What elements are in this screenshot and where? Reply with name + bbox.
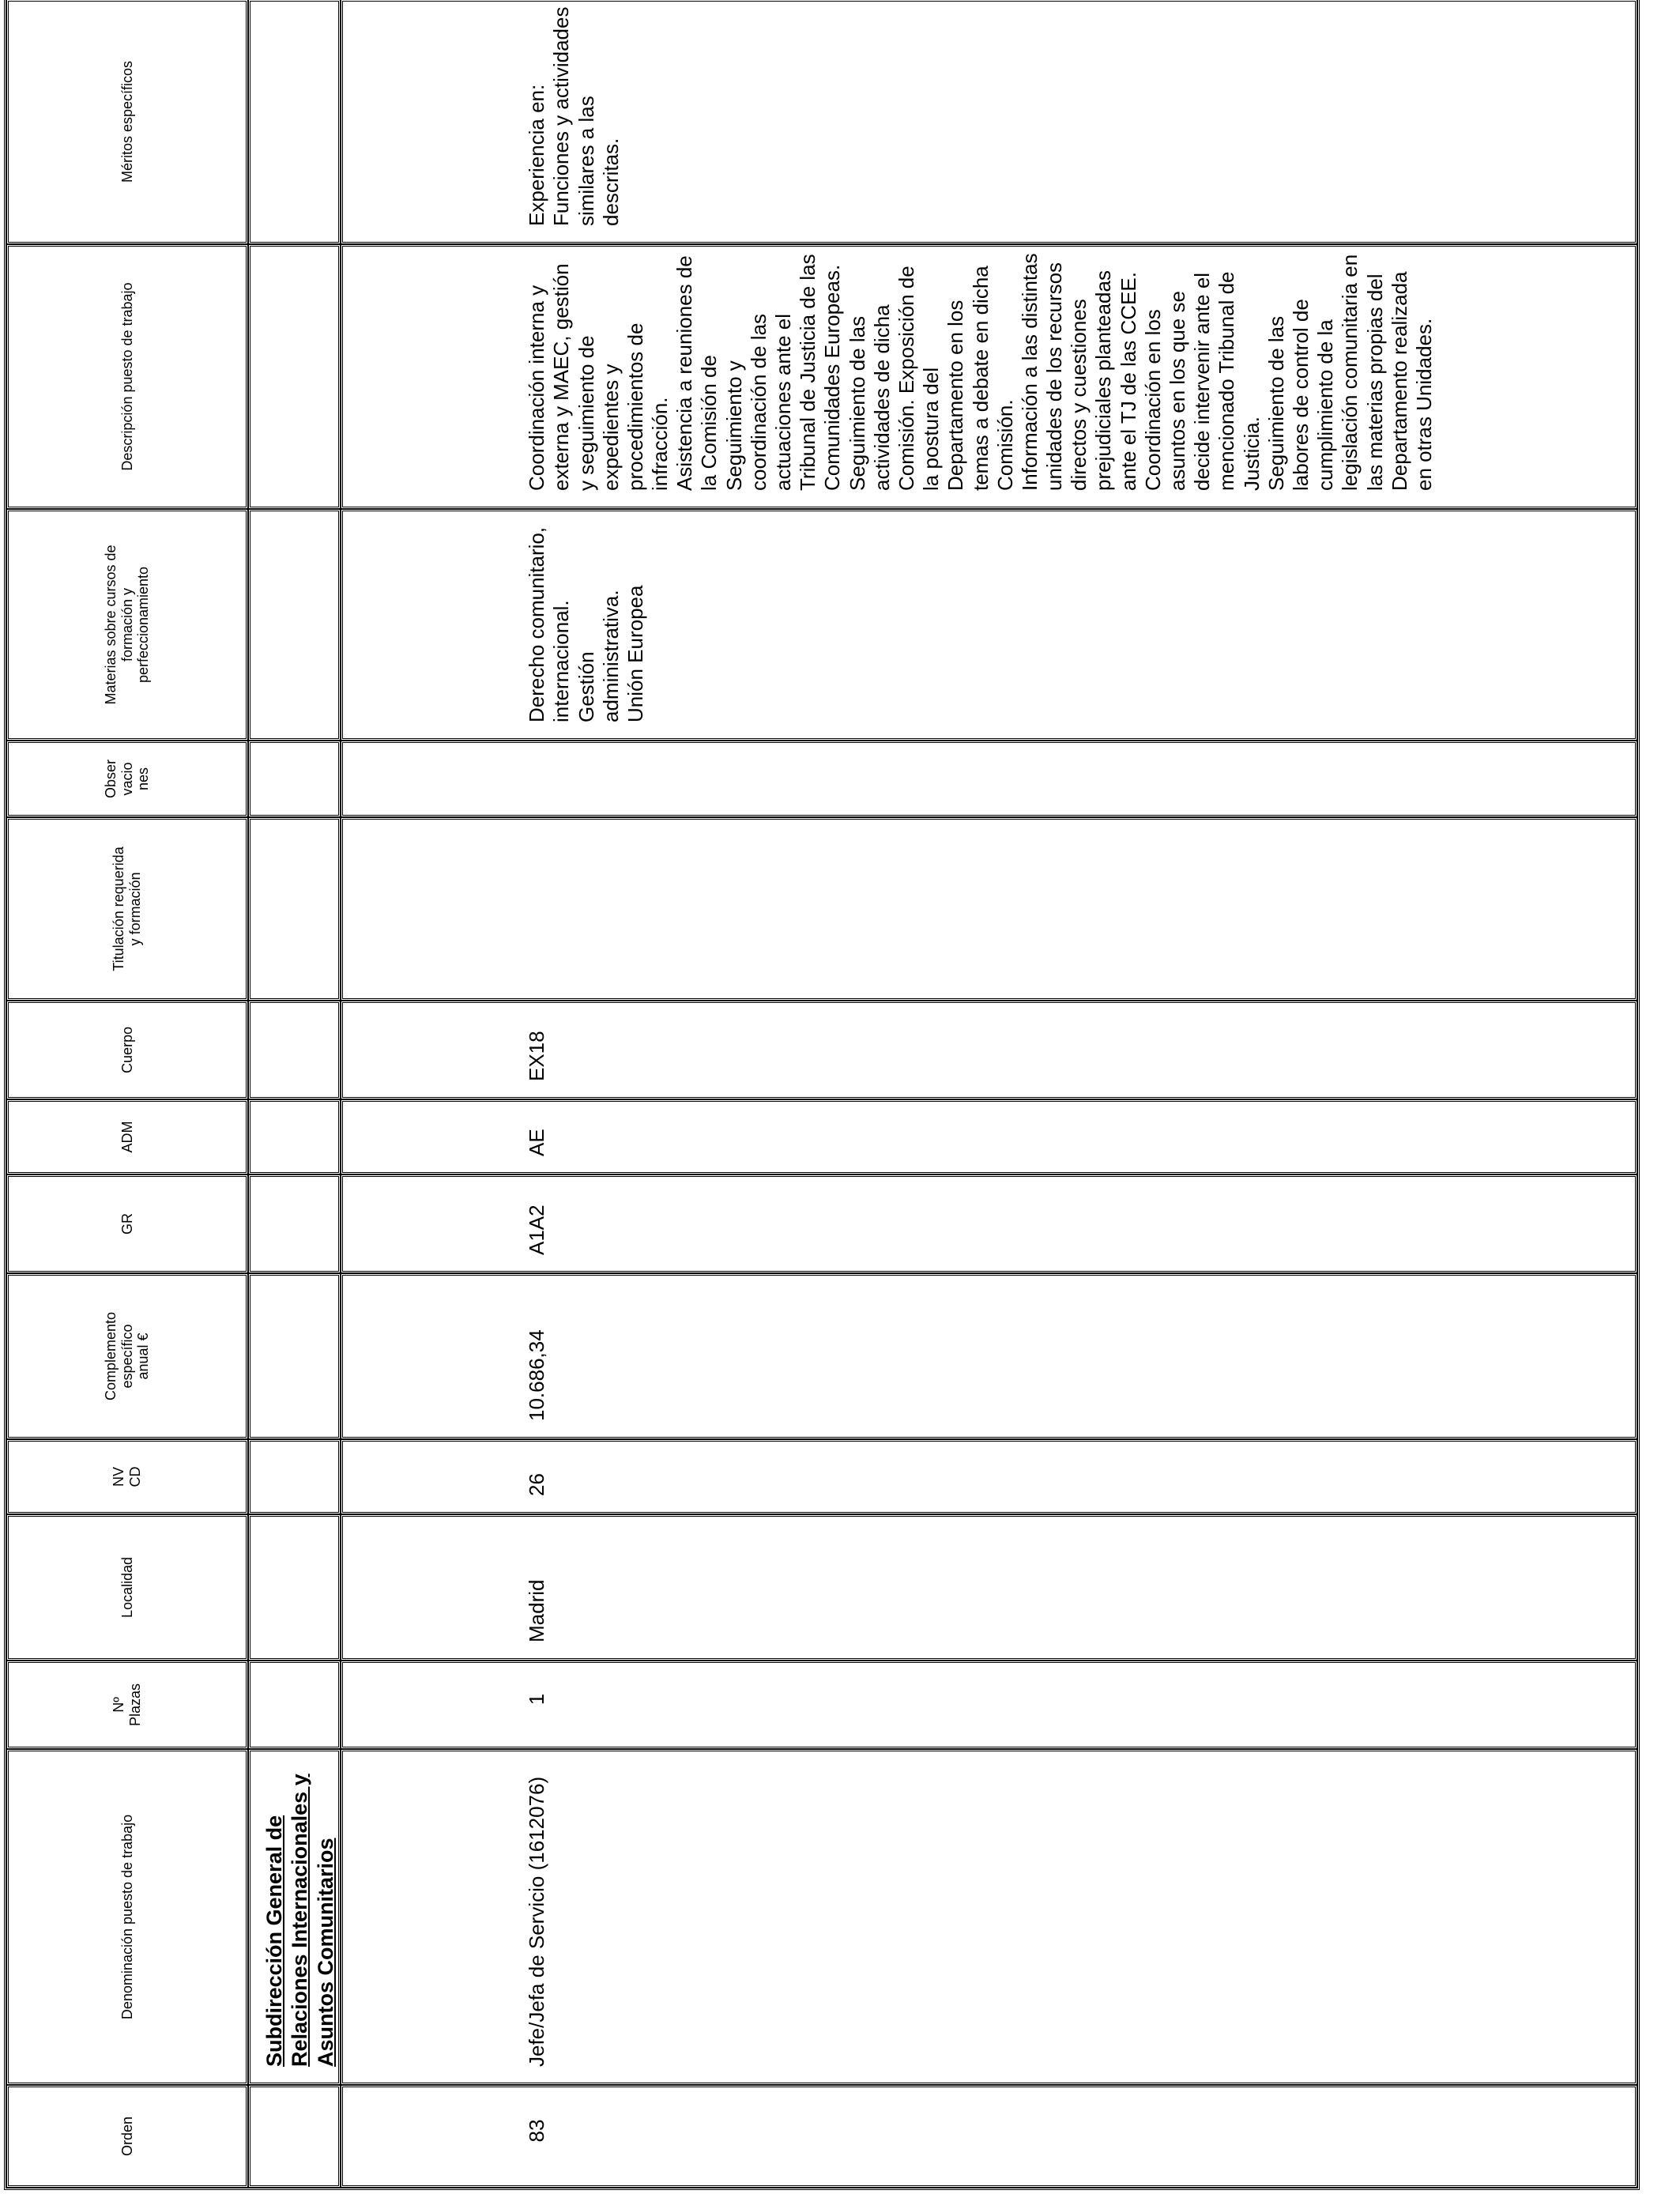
header-plazas: Nº Plazas	[6, 1661, 248, 1749]
denominacion-cell: Jefe/Jefa de Servicio (1612076)	[341, 1749, 1637, 2085]
descripcion-item: Asistencia a reuniones de la Comisión de Seguimiento y coordinación de las actuaciones ante el Tribunal de Justicia de las Comunidades Europeas.	[672, 254, 845, 491]
observaciones-cell	[341, 741, 1637, 817]
localidad-cell: Madrid	[341, 1514, 1637, 1661]
header-localidad: Localidad	[6, 1514, 248, 1661]
materia-item: Gestión administrativa.	[574, 590, 623, 722]
merito-item: Funciones y actividades similares a las descritas.	[549, 6, 623, 226]
meritos-cell	[341, 0, 1637, 244]
job-positions-table	[4, 0, 1640, 2190]
header-adm: ADM	[6, 1099, 248, 1174]
plazas-cell: 1	[341, 1661, 1637, 1749]
adm-cell: AE	[341, 1099, 1637, 1174]
titulacion-cell	[341, 817, 1637, 1001]
descripcion-item: Coordinación en los asuntos en los que se decide intervenir ante el mencionado Tribunal de Justicia.	[1140, 271, 1264, 491]
descripcion-item: Información a las distintas unidades de los recursos directos y cuestiones prejudiciales planteadas ante el TJ de las CCEE.	[1017, 253, 1140, 491]
nivel-cell: 26	[341, 1439, 1637, 1514]
header-complemento: Complemento específico anual €	[6, 1273, 248, 1439]
merito-item: Experiencia en:	[525, 84, 549, 226]
section-orden-cell	[248, 2085, 341, 2188]
descripcion-item: Coordinación interna y externa y MAEC, gestión y seguimiento de expedientes y procedimientos de infracción.	[525, 263, 672, 491]
section-title: Subdirección General de Relaciones Internacionales y Asuntos Comunitarios	[262, 1774, 337, 2067]
header-cuerpo: Cuerpo	[6, 1001, 248, 1099]
header-denominacion: Denominación puesto de trabajo	[6, 1749, 248, 2085]
header-grupo: GR	[6, 1174, 248, 1273]
orden-cell: 83	[341, 2085, 1637, 2188]
complemento-cell: 10.686,34	[341, 1273, 1637, 1439]
header-descripcion: Descripción puesto de trabajo	[6, 244, 248, 509]
section-row	[248, 0, 341, 2188]
descripcion-cell	[341, 244, 1637, 509]
cuerpo-cell: EX18	[341, 1001, 1637, 1099]
materias-cell	[341, 509, 1637, 741]
header-titulacion: Titulación requerida y formación	[6, 817, 248, 1001]
table-row	[341, 0, 1637, 2188]
grupo-cell: A1A2	[341, 1174, 1637, 1273]
descripcion-item: Seguimiento de las actividades de dicha Comisión. Exposición de la postura del Departamento en los temas a debate en dicha Comisión.	[845, 266, 1017, 491]
header-meritos: Méritos específicos	[6, 0, 248, 244]
descripcion-item: Seguimiento de las labores de control de cumplimiento de la legislación comunitaria en las materias propias del Departamento realizada en otras Unidades.	[1264, 254, 1436, 491]
header-orden: Orden	[6, 2085, 248, 2188]
materia-item: Derecho comunitario, internacional.	[525, 526, 574, 722]
header-row	[6, 0, 248, 2188]
header-materias: Materias sobre cursos de formación y perfeccionamiento	[6, 509, 248, 741]
header-nivel: NV CD	[6, 1439, 248, 1514]
header-observaciones: Obser vacio nes	[6, 741, 248, 817]
materia-item: Unión Europea	[623, 585, 647, 722]
section-title-cell	[248, 1749, 341, 2085]
